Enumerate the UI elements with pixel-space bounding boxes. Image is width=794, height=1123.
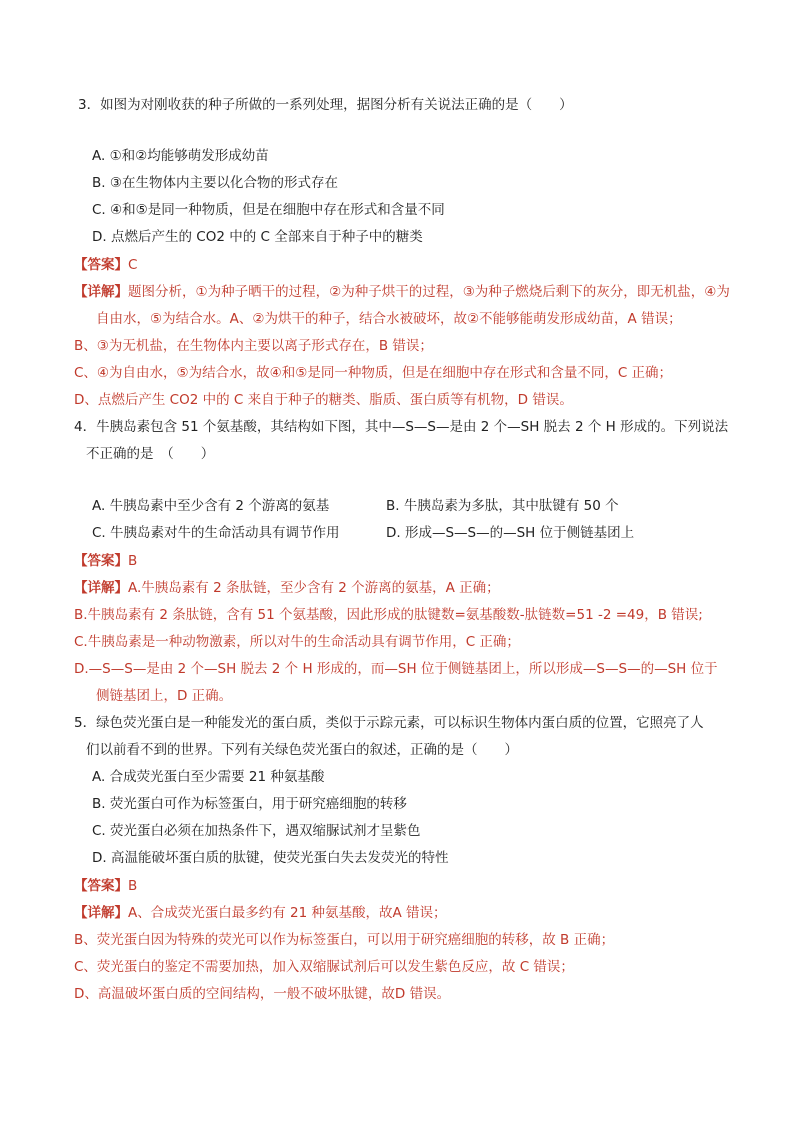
q3-option-c: C. ④和⑤是同一种物质，但是在细胞中存在形式和含量不同 <box>92 202 445 218</box>
q4-stem: 4．牛胰岛素包含 51 个氨基酸，其结构如下图，其中—S—S—是由 2 个—SH 脱去 2 个 H 形成的。下列说法 <box>74 419 729 435</box>
answer-value: B <box>128 878 138 894</box>
detail-text: 自由水，⑤为结合水。 <box>96 311 230 327</box>
detail-text: 题图分析，①为种子晒干的过程，②为种子烘干的过程，③为种子燃烧后剩下的灰分，即无机盐，④为 <box>128 284 730 300</box>
answer-value: C <box>128 257 138 273</box>
detail-text: A、合成荧光蛋白最多约有 21 种氨基酸，故A 错误； <box>128 905 447 921</box>
q4-option-c: C. 牛胰岛素对牛的生命活动具有调节作用 <box>92 525 340 541</box>
q3-answer <box>74 256 137 274</box>
q4-answer <box>74 552 137 570</box>
q3-detail-line: D、点燃后产生 CO2 中的 C 来自于种子的糖类、脂质、蛋白质等有机物，D 错误。 <box>74 392 573 408</box>
detail-tag: 【详解】 <box>74 580 128 596</box>
q5-option-d: D. 高温能破坏蛋白质的肽键，使荧光蛋白失去发荧光的特性 <box>92 850 449 866</box>
q5-stem-cont: 们以前看不到的世界。下列有关绿色荧光蛋白的叙述，正确的是（ ） <box>86 742 518 758</box>
detail-text: A.牛胰岛素有 2 条肽链，至少含有 2 个游离的氨基，A 正确； <box>128 580 500 596</box>
q4-option-b: B. 牛胰岛素为多肽，其中肽键有 50 个 <box>386 498 619 514</box>
detail-tag: 【详解】 <box>74 905 128 921</box>
q3-option-b: B. ③在生物体内主要以化合物的形式存在 <box>92 175 338 191</box>
q4-detail-line: D.—S—S—是由 2 个—SH 脱去 2 个 H 形成的，而—SH 位于侧链基团上，所以形成—S—S—的—SH 位于 <box>74 661 718 677</box>
q5-detail-line: D、高温破坏蛋白质的空间结构，一般不破坏肽键，故D 错误。 <box>74 986 451 1002</box>
q5-detail-line: B、荧光蛋白因为特殊的荧光可以作为标签蛋白，可以用于研究癌细胞的转移，故 B 正确； <box>74 932 615 948</box>
q5-option-a: A. 合成荧光蛋白至少需要 21 种氨基酸 <box>92 769 325 785</box>
q5-answer <box>74 877 137 895</box>
q3-option-a: A. ①和②均能够萌发形成幼苗 <box>92 148 269 164</box>
answer-tag: 【答案】 <box>74 878 128 894</box>
q3-detail-line <box>96 310 682 328</box>
q5-detail-line: C、荧光蛋白的鉴定不需要加热，加入双缩脲试剂后可以发生紫色反应，故 C 错误； <box>74 959 574 975</box>
q4-detail-line: 侧链基团上，D 正确。 <box>96 688 233 704</box>
answer-value: B <box>128 553 138 569</box>
detail-tag: 【详解】 <box>74 284 128 300</box>
q3-stem: 3．如图为对刚收获的种子所做的一系列处理，据图分析有关说法正确的是（ ） <box>78 97 573 113</box>
q3-detail-lead <box>74 283 730 301</box>
q3-option-d: D. 点燃后产生的 CO2 中的 C 全部来自于种子中的糖类 <box>92 229 423 245</box>
answer-tag: 【答案】 <box>74 553 128 569</box>
q5-stem: 5．绿色荧光蛋白是一种能发光的蛋白质，类似于示踪元素，可以标识生物体内蛋白质的位置，它照亮了人 <box>74 715 704 731</box>
q4-option-a: A. 牛胰岛素中至少含有 2 个游离的氨基 <box>92 498 330 514</box>
detail-text: A、②为烘干的种子，结合水被破坏，故②不能够能萌发形成幼苗，A 错误； <box>229 311 682 327</box>
q4-detail-line: B.牛胰岛素有 2 条肽链，含有 51 个氨基酸，因此形成的肽键数=氨基酸数-肽链数=51 -2 =49，B 错误; <box>74 607 703 623</box>
q5-option-c: C. 荧光蛋白必须在加热条件下，遇双缩脲试剂才呈紫色 <box>92 823 421 839</box>
answer-tag: 【答案】 <box>74 257 128 273</box>
q5-detail-lead <box>74 904 447 922</box>
q4-option-d: D. 形成—S—S—的—SH 位于侧链基团上 <box>386 525 635 541</box>
q4-detail-lead <box>74 579 500 597</box>
q4-stem-cont: 不正确的是 （ ） <box>86 446 215 462</box>
q5-option-b: B. 荧光蛋白可作为标签蛋白，用于研究癌细胞的转移 <box>92 796 407 812</box>
q4-detail-line: C.牛胰岛素是一种动物激素，所以对牛的生命活动具有调节作用，C 正确； <box>74 634 520 650</box>
q3-detail-line: C、④为自由水，⑤为结合水，故④和⑤是同一种物质，但是在细胞中存在形式和含量不同，C 正确； <box>74 365 673 381</box>
q3-detail-line: B、③为无机盐，在生物体内主要以离子形式存在，B 错误； <box>74 338 433 354</box>
